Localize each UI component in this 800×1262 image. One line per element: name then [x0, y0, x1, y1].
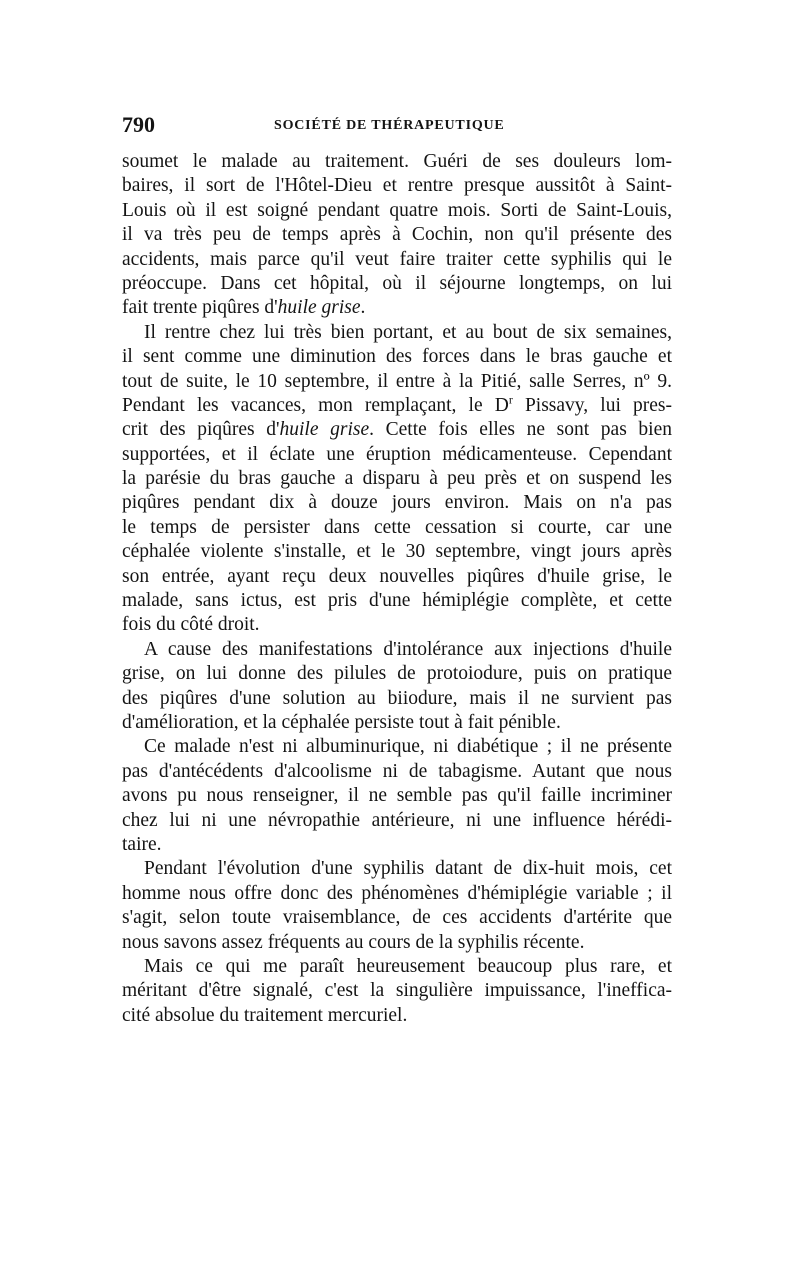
text-line: grise, on lui donne des pilules de protoiodure, puis on pratique: [122, 663, 672, 685]
text-line: cité absolue du traitement mercuriel.: [122, 1004, 408, 1026]
text-line: nous savons assez fréquents au cours de la syphilis récente.: [122, 931, 585, 953]
text-line: fois du côté droit.: [122, 614, 260, 636]
text-line: supportées, et il éclate une éruption médicamenteuse. Cependant: [122, 443, 672, 465]
text-line: il va très peu de temps après à Cochin, non qu'il présente des: [122, 224, 672, 246]
text-line: Ce malade n'est ni albuminurique, ni diabétique ; il ne présente: [144, 736, 672, 758]
body-text: [122, 150, 672, 1028]
italic-run: huile grise: [279, 419, 370, 441]
text-line: A cause des manifestations d'intolérance aux injections d'huile: [144, 638, 672, 660]
text-run: crit des piqûres d': [122, 419, 280, 441]
text-line: [122, 394, 672, 418]
text-line: Louis où il est soigné pendant quatre mois. Sorti de Saint-Louis,: [122, 199, 672, 221]
text-line: Pendant l'évolution d'une syphilis datant de dix-huit mois, cet: [144, 858, 672, 880]
text-line: s'agit, selon toute vraisemblance, de ces accidents d'artérite que: [122, 907, 672, 929]
running-head: SOCIÉTÉ DE THÉRAPEUTIQUE: [274, 118, 505, 133]
text-run: .: [360, 297, 366, 319]
text-line: [122, 296, 672, 320]
text-line: Mais ce qui me paraît heureusement beaucoup plus rare, et: [144, 955, 672, 977]
text-line: Il rentre chez lui très bien portant, et au bout de six semaines,: [144, 321, 672, 343]
text-line: d'amélioration, et la céphalée persiste tout à fait pénible.: [122, 711, 561, 733]
text-line: soumet le malade au traitement. Guéri de ses douleurs lom-: [122, 151, 672, 172]
text-line: le temps de persister dans cette cessation si courte, car une: [122, 516, 672, 538]
text-line: homme nous offre donc des phénomènes d'hémiplégie variable ; il: [122, 882, 672, 904]
text-line: la parésie du bras gauche a disparu à peu près et on suspend les: [122, 468, 672, 490]
text-line: avons pu nous renseigner, il ne semble pas qu'il faille incriminer: [122, 785, 672, 807]
page-header: [122, 112, 672, 142]
text-run: . Cette fois elles ne sont pas bien: [369, 419, 672, 441]
text-run: Pissavy, lui pres-: [512, 394, 672, 416]
text-line: son entrée, ayant reçu deux nouvelles piqûres d'huile grise, le: [122, 565, 672, 587]
italic-run: huile grise: [277, 297, 361, 319]
text-line: il sent comme une diminution des forces dans le bras gauche et: [122, 346, 672, 368]
text-line: céphalée violente s'installe, et le 30 septembre, vingt jours après: [122, 541, 672, 563]
text-line: tout de suite, le 10 septembre, il entre à la Pitié, salle Serres, nº 9.: [122, 370, 672, 392]
text-line: préoccupe. Dans cet hôpital, où il séjourne longtemps, on lui: [122, 272, 672, 294]
text-run: fait trente piqûres d': [122, 297, 278, 319]
text-line: baires, il sort de l'Hôtel-Dieu et rentre presque aussitôt à Saint-: [122, 175, 672, 197]
text-run: Pendant les vacances, mon remplaçant, le D: [122, 394, 509, 416]
text-line: pas d'antécédents d'alcoolisme ni de tabagisme. Autant que nous: [122, 760, 672, 782]
text-line: taire.: [122, 833, 162, 855]
text-line: accidents, mais parce qu'il veut faire traiter cette syphilis qui le: [122, 248, 672, 270]
text-line: chez lui ni une névropathie antérieure, ni une influence hérédi-: [122, 809, 672, 831]
text-line: malade, sans ictus, est pris d'une hémiplégie complète, et cette: [122, 590, 672, 612]
page-number: 790: [122, 112, 155, 137]
text-line: des piqûres d'une solution au biiodure, mais il ne survient pas: [122, 687, 672, 709]
text-line: méritant d'être signalé, c'est la singulière impuissance, l'inefficа-: [122, 980, 672, 1002]
text-line: piqûres pendant dix à douze jours environ. Mais on n'a pas: [122, 492, 672, 514]
superscript: r: [508, 392, 513, 407]
text-line: [122, 418, 672, 442]
